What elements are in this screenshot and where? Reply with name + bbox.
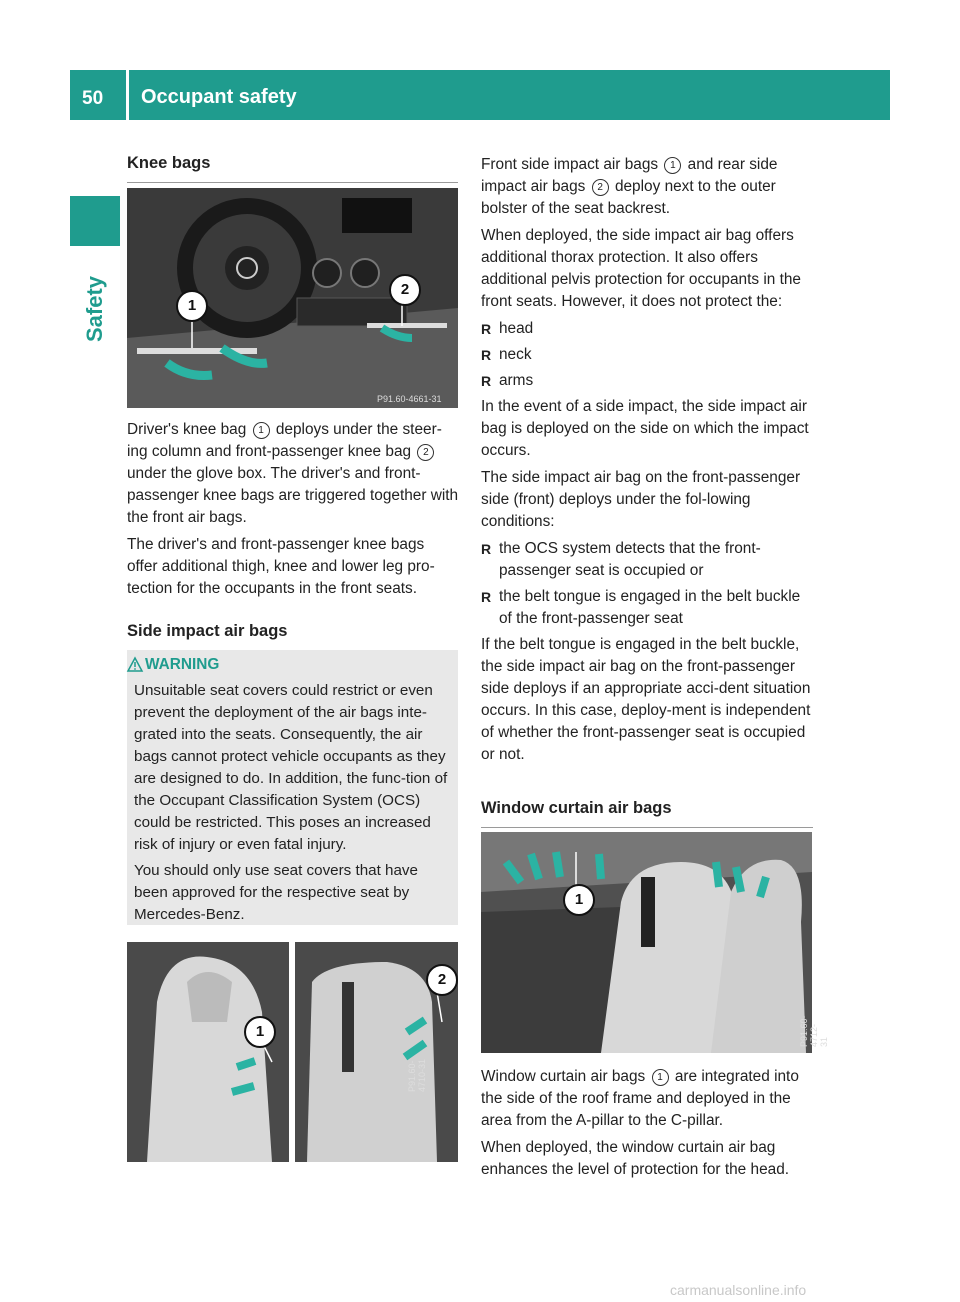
knee-bags-heading: Knee bags	[127, 152, 458, 183]
callout-2-icon: 2	[592, 179, 609, 196]
header-divider	[126, 70, 129, 120]
side-paragraph-4: The side impact air bag on the front-passenger side (front) deploys under the fol-lowing conditions:	[481, 469, 801, 530]
knee-callout-1: 1	[176, 290, 208, 322]
callout-1-icon: 1	[652, 1069, 669, 1086]
knee-paragraph-2: The driver's and front-passenger knee bags offer additional thigh, knee and lower leg pro-tection for the occupants in the front seats.	[127, 536, 435, 597]
callout-2-icon: 2	[417, 444, 434, 461]
side-image-code: P91.60-4710-31	[407, 1058, 427, 1092]
watermark: carmanualsonline.info	[670, 1282, 807, 1298]
side-paragraph-3: In the event of a side impact, the side impact air bag is deployed on the side on which the impact occurs.	[481, 398, 809, 459]
warning-triangle-icon	[127, 657, 143, 672]
window-curtain-text	[481, 1066, 813, 1186]
page-number: 50	[82, 88, 104, 109]
knee-p1-part-a: Driver's knee bag	[127, 421, 247, 438]
warning-text	[134, 680, 454, 930]
warning-paragraph-1: Unsuitable seat covers could restrict or even prevent the deployment of the air bags inte-grated into the seats. Consequently, the air bags cannot protect vehicle occupants as they are designed to do. In addition, the func-tion of the Occupant Classification System (OCS) could be restricted. This poses an increased risk of injury or even fatal injury.	[134, 682, 448, 853]
knee-bags-text	[127, 419, 459, 605]
side-label: Safety	[82, 275, 107, 342]
side-paragraph-2: When deployed, the side impact air bag offers additional thorax protection. It also offers additional pelvis protection for occupants in the front seats. However, it does not protect the:	[481, 227, 801, 310]
side-tab	[70, 196, 120, 246]
bullet-arms: R arms	[481, 370, 813, 392]
callout-1-icon: 1	[253, 422, 270, 439]
knee-p1-part-b: deploys under the steer-ing column and front-passenger knee bag	[127, 421, 442, 460]
side-impact-heading: Side impact air bags	[127, 620, 458, 651]
window-p1-part-a: Window curtain air bags	[481, 1068, 646, 1085]
knee-callout-2: 2	[389, 274, 421, 306]
bullet-ocs: R the OCS system detects that the front-passenger seat is occupied or	[481, 538, 813, 582]
bullet-head: R head	[481, 318, 813, 340]
window-heading-block	[481, 797, 813, 828]
warning-paragraph-2: You should only use seat covers that have been approved for the respective seat by Mercedes-Benz.	[134, 862, 418, 923]
knee-bags-image	[127, 188, 458, 408]
knee-p1-part-c: under the glove box. The driver's and front-passenger knee bags are triggered together with the front air bags.	[127, 465, 459, 526]
side-callout-1: 1	[244, 1016, 276, 1048]
window-paragraph-2: When deployed, the window curtain air bag enhances the level of protection for the head.	[481, 1139, 790, 1178]
window-curtain-heading: Window curtain air bags	[481, 797, 813, 828]
window-callout-1: 1	[563, 884, 595, 916]
side-callout-2: 2	[426, 964, 458, 996]
window-curtain-image	[481, 832, 829, 1053]
warning-title: WARNING	[145, 656, 220, 673]
knee-paragraph-1	[127, 419, 459, 529]
side-p1-part-a: Front side impact air bags	[481, 156, 659, 173]
section-title: Occupant safety	[141, 86, 297, 108]
bullet-belt: R the belt tongue is engaged in the belt buckle of the front-passenger seat	[481, 586, 813, 630]
side-paragraph-5: If the belt tongue is engaged in the belt buckle, the side impact air bag on the front-passenger side deploys if an appropriate acci-dent situation occurs. In this case, deploy-ment is independent of whether the front-passenger seat is occupied or not.	[481, 636, 811, 763]
callout-1-icon: 1	[664, 157, 681, 174]
side-impact-heading-block	[127, 620, 458, 651]
window-paragraph-1	[481, 1066, 813, 1132]
knee-bags-heading-block	[127, 152, 458, 183]
right-column-text	[481, 154, 813, 771]
window-p1-part-b: are integrated into the side of the roof frame and deployed in the area from the A-pillar to the C-pillar.	[481, 1068, 799, 1129]
side-impact-image	[127, 942, 458, 1162]
knee-image-code: P91.60-4661-31	[377, 394, 442, 404]
window-image-code: P91.60-4712-31	[799, 1015, 829, 1047]
side-p1-part-c: deploy next to the outer bolster of the seat backrest.	[481, 178, 776, 217]
window-curtain-illustration	[481, 832, 812, 1053]
side-p1-part-b: and rear side impact air bags	[481, 156, 778, 195]
bullet-neck: R neck	[481, 344, 813, 366]
side-paragraph-1	[481, 154, 813, 220]
